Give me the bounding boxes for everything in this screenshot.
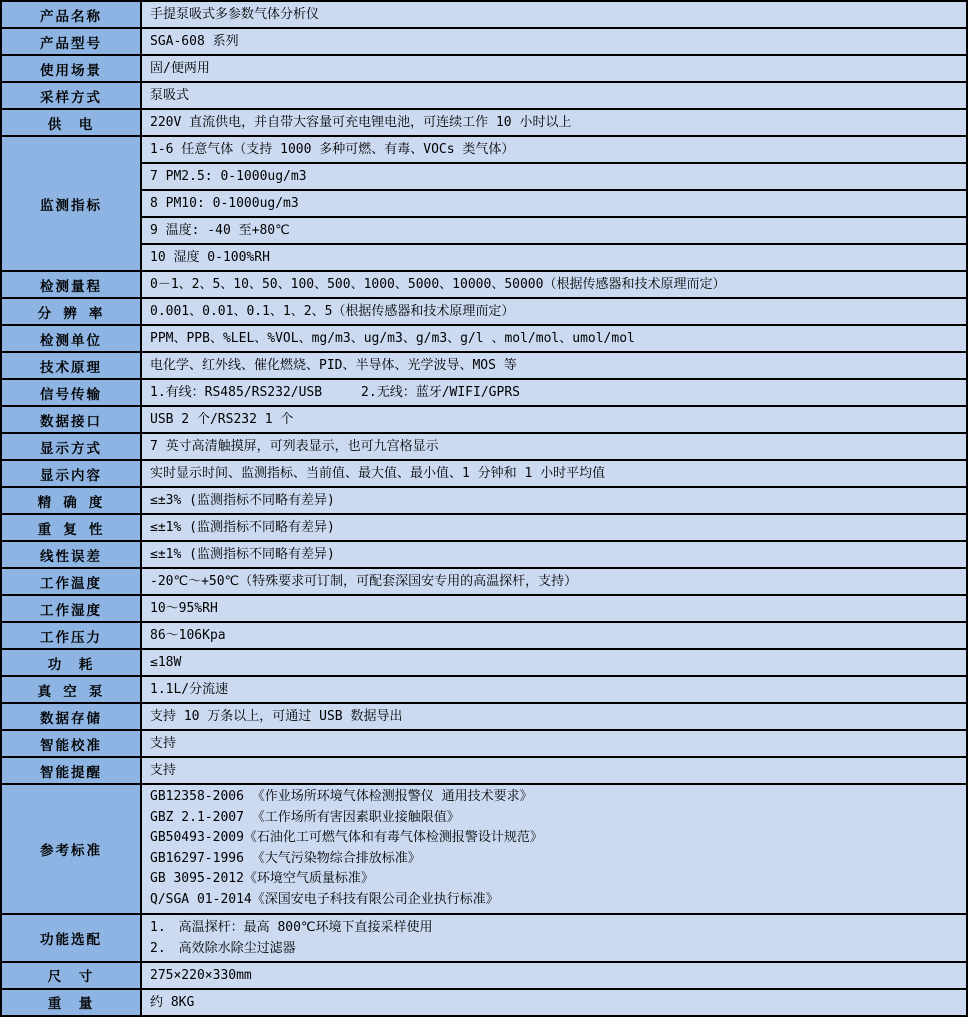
spec-value-cell: 1.1L/分流速 bbox=[141, 676, 967, 703]
spec-row bbox=[1, 433, 967, 460]
spec-row bbox=[1, 109, 967, 136]
spec-row bbox=[1, 730, 967, 757]
spec-row bbox=[1, 649, 967, 676]
spec-value-cell: 支持 10 万条以上，可通过 USB 数据导出 bbox=[141, 703, 967, 730]
spec-value-cell: 约 8KG bbox=[141, 989, 967, 1016]
spec-value-cell bbox=[141, 914, 967, 962]
spec-value-cell: 10 湿度 0-100%RH bbox=[141, 244, 967, 271]
spec-value-cell: 8 PM10: 0-1000ug/m3 bbox=[141, 190, 967, 217]
spec-value-cell bbox=[141, 784, 967, 914]
spec-label-cell: 尺 寸 bbox=[1, 962, 141, 989]
spec-value-line: GB50493-2009《石油化工可燃气体和有毒气体检测报警设计规范》 bbox=[150, 830, 543, 846]
spec-value-cell: 1-6 任意气体（支持 1000 多种可燃、有毒、VOCs 类气体） bbox=[141, 136, 967, 163]
spec-label-cell: 重 复 性 bbox=[1, 514, 141, 541]
spec-value-cell: 220V 直流供电，并自带大容量可充电锂电池，可连续工作 10 小时以上 bbox=[141, 109, 967, 136]
spec-row bbox=[1, 541, 967, 568]
spec-label-cell: 参考标准 bbox=[1, 784, 141, 914]
spec-table-body bbox=[1, 1, 967, 1016]
spec-row bbox=[1, 352, 967, 379]
spec-label-cell: 真 空 泵 bbox=[1, 676, 141, 703]
spec-value-cell: 泵吸式 bbox=[141, 82, 967, 109]
spec-row bbox=[1, 325, 967, 352]
spec-value-cell: 0－1、2、5、10、50、100、500、1000、5000、10000、50000（根据传感器和技术原理而定） bbox=[141, 271, 967, 298]
spec-value-line: GBZ 2.1-2007 《工作场所有害因素职业接触限值》 bbox=[150, 809, 460, 825]
spec-value-line: GB12358-2006 《作业场所环境气体检测报警仪 通用技术要求》 bbox=[150, 789, 533, 804]
spec-label-cell: 工作温度 bbox=[1, 568, 141, 595]
spec-row bbox=[1, 487, 967, 514]
spec-value-cell: ≤±1% (监测指标不同略有差异) bbox=[141, 541, 967, 568]
spec-value-cell: 275×220×330mm bbox=[141, 962, 967, 989]
spec-label-cell: 供 电 bbox=[1, 109, 141, 136]
spec-row bbox=[1, 379, 967, 406]
spec-row bbox=[1, 595, 967, 622]
spec-label-cell: 工作湿度 bbox=[1, 595, 141, 622]
spec-value-line: 1. 高温探杆：最高 800℃环境下直接采样使用 bbox=[150, 919, 433, 935]
spec-value-cell: -20℃～+50℃（特殊要求可订制，可配套深国安专用的高温探杆，支持） bbox=[141, 568, 967, 595]
spec-label-cell: 使用场景 bbox=[1, 55, 141, 82]
spec-value-cell: 9 温度: -40 至+80℃ bbox=[141, 217, 967, 244]
spec-row bbox=[1, 676, 967, 703]
spec-value-cell: ≤18W bbox=[141, 649, 967, 676]
spec-value-cell: 0.001、0.01、0.1、1、2、5（根据传感器和技术原理而定） bbox=[141, 298, 967, 325]
spec-value-line: GB16297-1996 《大气污染物综合排放标准》 bbox=[150, 850, 421, 866]
spec-value-cell: 支持 bbox=[141, 730, 967, 757]
spec-row bbox=[1, 757, 967, 784]
spec-label-cell: 数据存储 bbox=[1, 703, 141, 730]
spec-label-cell: 信号传输 bbox=[1, 379, 141, 406]
spec-subrow bbox=[1, 190, 967, 217]
spec-row bbox=[1, 703, 967, 730]
spec-row bbox=[1, 271, 967, 298]
spec-label-cell: 数据接口 bbox=[1, 406, 141, 433]
spec-row bbox=[1, 514, 967, 541]
spec-row bbox=[1, 1, 967, 28]
spec-label-cell: 检测量程 bbox=[1, 271, 141, 298]
spec-row bbox=[1, 460, 967, 487]
spec-value-cell: 10～95%RH bbox=[141, 595, 967, 622]
spec-label-cell: 技术原理 bbox=[1, 352, 141, 379]
spec-value-cell: 86～106Kpa bbox=[141, 622, 967, 649]
spec-row bbox=[1, 989, 967, 1016]
spec-row bbox=[1, 962, 967, 989]
spec-value-cell: 7 PM2.5: 0-1000ug/m3 bbox=[141, 163, 967, 190]
spec-value-cell: SGA-608 系列 bbox=[141, 28, 967, 55]
spec-label-cell: 智能校准 bbox=[1, 730, 141, 757]
spec-value-cell: USB 2 个/RS232 1 个 bbox=[141, 406, 967, 433]
spec-value-line: GB 3095-2012《环境空气质量标准》 bbox=[150, 871, 374, 887]
spec-value-cell: 7 英寸高清触摸屏，可列表显示，也可九宫格显示 bbox=[141, 433, 967, 460]
spec-subrow bbox=[1, 244, 967, 271]
spec-label-cell: 精 确 度 bbox=[1, 487, 141, 514]
spec-value-cell: 电化学、红外线、催化燃烧、PID、半导体、光学波导、MOS 等 bbox=[141, 352, 967, 379]
spec-row bbox=[1, 622, 967, 649]
spec-value-cell: 固/便两用 bbox=[141, 55, 967, 82]
spec-label-cell: 监测指标 bbox=[1, 136, 141, 271]
spec-row bbox=[1, 298, 967, 325]
spec-label-cell: 检测单位 bbox=[1, 325, 141, 352]
spec-value-cell: ≤±3% (监测指标不同略有差异) bbox=[141, 487, 967, 514]
spec-label-cell: 分 辨 率 bbox=[1, 298, 141, 325]
spec-row bbox=[1, 784, 967, 914]
spec-value-cell: 实时显示时间、监测指标、当前值、最大值、最小值、1 分钟和 1 小时平均值 bbox=[141, 460, 967, 487]
spec-label-cell: 采样方式 bbox=[1, 82, 141, 109]
spec-label-cell: 产品型号 bbox=[1, 28, 141, 55]
spec-row bbox=[1, 82, 967, 109]
spec-label-cell: 显示方式 bbox=[1, 433, 141, 460]
spec-value-cell: 手提泵吸式多参数气体分析仪 bbox=[141, 1, 967, 28]
spec-label-cell: 功 耗 bbox=[1, 649, 141, 676]
spec-row bbox=[1, 406, 967, 433]
spec-label-cell: 重 量 bbox=[1, 989, 141, 1016]
spec-value-cell: 支持 bbox=[141, 757, 967, 784]
spec-subrow bbox=[1, 163, 967, 190]
spec-label-cell: 产品名称 bbox=[1, 1, 141, 28]
spec-subrow bbox=[1, 217, 967, 244]
spec-value-cell: ≤±1% (监测指标不同略有差异) bbox=[141, 514, 967, 541]
spec-label-cell: 功能选配 bbox=[1, 914, 141, 962]
spec-value-cell: 1.有线：RS485/RS232/USB 2.无线：蓝牙/WIFI/GPRS bbox=[141, 379, 967, 406]
spec-value-line: Q/SGA 01-2014《深国安电子科技有限公司企业执行标准》 bbox=[150, 891, 499, 907]
spec-value-line: 2. 高效除水除尘过滤器 bbox=[150, 940, 296, 956]
spec-value-cell: PPM、PPB、%LEL、%VOL、mg/m3、ug/m3、g/m3、g/l 、mol/mol、umol/mol bbox=[141, 325, 967, 352]
spec-label-cell: 智能提醒 bbox=[1, 757, 141, 784]
spec-subrow bbox=[1, 136, 967, 163]
spec-row bbox=[1, 568, 967, 595]
spec-row bbox=[1, 55, 967, 82]
spec-row bbox=[1, 28, 967, 55]
spec-label-cell: 显示内容 bbox=[1, 460, 141, 487]
spec-label-cell: 线性误差 bbox=[1, 541, 141, 568]
spec-row bbox=[1, 914, 967, 962]
spec-label-cell: 工作压力 bbox=[1, 622, 141, 649]
